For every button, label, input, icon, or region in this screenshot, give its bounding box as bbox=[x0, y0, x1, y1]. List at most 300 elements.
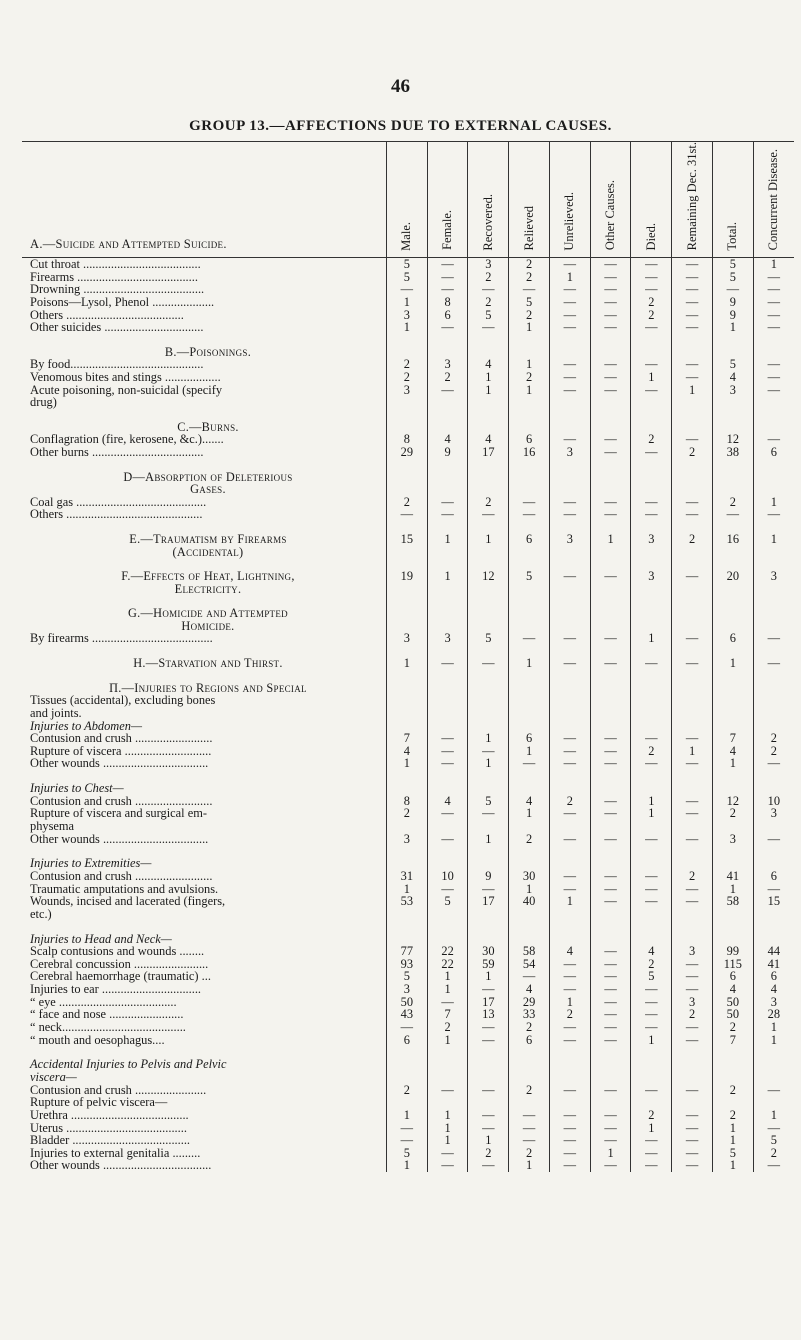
value-cell: — bbox=[753, 757, 794, 770]
value-cell: 3 bbox=[549, 446, 590, 459]
row-label-text: Coal gas .......................................... bbox=[30, 494, 207, 509]
spacer-cell bbox=[672, 334, 713, 346]
row-label-text: Venomous bites and stings .................. bbox=[30, 369, 221, 384]
value-cell: — bbox=[631, 895, 672, 908]
value-cell: 6 bbox=[712, 970, 753, 983]
value-cell: 43 bbox=[386, 1008, 427, 1021]
value-cell bbox=[386, 471, 427, 484]
value-cell: — bbox=[631, 446, 672, 459]
value-cell: 5 bbox=[712, 1147, 753, 1160]
row-label bbox=[22, 807, 386, 820]
value-cell: 50 bbox=[712, 996, 753, 1009]
value-cell: — bbox=[712, 508, 753, 521]
value-cell: 6 bbox=[509, 433, 550, 446]
value-cell bbox=[712, 583, 753, 596]
value-cell: 2 bbox=[509, 371, 550, 384]
table-body bbox=[22, 257, 794, 1172]
value-cell: 2 bbox=[672, 870, 713, 883]
value-cell bbox=[631, 820, 672, 833]
value-cell bbox=[386, 483, 427, 496]
value-cell: — bbox=[631, 732, 672, 745]
value-cell: — bbox=[427, 384, 468, 397]
value-cell: 1 bbox=[590, 533, 631, 546]
column-header-unrelieved: Unrelieved. bbox=[549, 142, 590, 258]
value-cell: 2 bbox=[549, 1008, 590, 1021]
spacer-cell bbox=[549, 921, 590, 933]
value-cell: — bbox=[468, 883, 509, 896]
section-heading-text: Electricity. bbox=[174, 581, 242, 596]
spacer-cell bbox=[590, 670, 631, 682]
row-label-text: Rupture of viscera and surgical em- bbox=[30, 806, 207, 821]
value-cell: 8 bbox=[386, 795, 427, 808]
value-cell: — bbox=[590, 883, 631, 896]
value-cell: 6 bbox=[509, 1034, 550, 1047]
value-cell: 29 bbox=[509, 996, 550, 1009]
value-cell: 7 bbox=[386, 732, 427, 745]
value-cell bbox=[590, 607, 631, 620]
value-cell: 4 bbox=[468, 433, 509, 446]
spacer-row bbox=[22, 334, 794, 346]
value-cell: — bbox=[468, 657, 509, 670]
value-cell: — bbox=[427, 757, 468, 770]
value-cell: — bbox=[509, 283, 550, 296]
spacer-cell bbox=[590, 1046, 631, 1058]
value-cell: 4 bbox=[468, 358, 509, 371]
value-cell: — bbox=[549, 321, 590, 334]
value-cell: 5 bbox=[712, 358, 753, 371]
value-cell: — bbox=[631, 1084, 672, 1097]
value-cell: — bbox=[672, 1084, 713, 1097]
row-label-text: “ mouth and oesophagus.... bbox=[30, 1032, 165, 1047]
row-label-text: Injuries to Extremities— bbox=[30, 856, 152, 871]
value-cell bbox=[753, 483, 794, 496]
row-label-text: Contusion and crush ....................... bbox=[30, 1082, 207, 1097]
value-cell: 2 bbox=[427, 1021, 468, 1034]
value-cell: — bbox=[672, 257, 713, 270]
value-cell: — bbox=[672, 657, 713, 670]
value-cell bbox=[753, 908, 794, 921]
section-heading-text: G.—Homicide and Attempted bbox=[127, 606, 288, 621]
value-cell: 15 bbox=[753, 895, 794, 908]
value-cell bbox=[468, 607, 509, 620]
value-cell: 1 bbox=[386, 883, 427, 896]
value-cell: 6 bbox=[712, 632, 753, 645]
value-cell bbox=[386, 908, 427, 921]
value-cell: — bbox=[631, 496, 672, 509]
spacer-cell bbox=[631, 409, 672, 421]
value-cell: 2 bbox=[672, 1008, 713, 1021]
spacer-cell bbox=[631, 921, 672, 933]
value-cell: — bbox=[509, 508, 550, 521]
page-number: 46 bbox=[391, 76, 410, 97]
value-cell: 22 bbox=[427, 945, 468, 958]
value-cell: — bbox=[509, 1134, 550, 1147]
value-cell: 3 bbox=[753, 570, 794, 583]
value-cell: 1 bbox=[427, 983, 468, 996]
value-cell: 8 bbox=[427, 296, 468, 309]
table-row bbox=[22, 384, 794, 397]
spacer-cell bbox=[468, 670, 509, 682]
row-label-text: Poisons—Lysol, Phenol .................... bbox=[30, 294, 215, 309]
value-cell: 3 bbox=[672, 945, 713, 958]
value-cell: 1 bbox=[753, 257, 794, 270]
value-cell bbox=[386, 1071, 427, 1084]
value-cell: — bbox=[468, 983, 509, 996]
value-cell bbox=[549, 583, 590, 596]
value-cell bbox=[631, 546, 672, 559]
spacer-cell bbox=[549, 409, 590, 421]
value-cell bbox=[590, 1058, 631, 1071]
value-cell: 1 bbox=[631, 1034, 672, 1047]
spacer-cell bbox=[386, 334, 427, 346]
value-cell bbox=[468, 694, 509, 707]
value-cell bbox=[672, 396, 713, 409]
value-cell: 17 bbox=[468, 996, 509, 1009]
value-cell bbox=[427, 820, 468, 833]
value-cell: — bbox=[427, 883, 468, 896]
value-cell: — bbox=[590, 1021, 631, 1034]
value-cell bbox=[427, 707, 468, 720]
value-cell: 1 bbox=[468, 732, 509, 745]
value-cell: 2 bbox=[386, 1084, 427, 1097]
value-cell: — bbox=[590, 496, 631, 509]
value-cell: 1 bbox=[468, 384, 509, 397]
value-cell: — bbox=[672, 1109, 713, 1122]
value-cell bbox=[549, 483, 590, 496]
spacer-cell bbox=[386, 459, 427, 471]
value-cell: 1 bbox=[672, 745, 713, 758]
value-cell: 2 bbox=[468, 296, 509, 309]
value-cell bbox=[631, 471, 672, 484]
section-heading-text: F.—Effects of Heat, Lightning, bbox=[121, 569, 295, 584]
value-cell: 1 bbox=[549, 996, 590, 1009]
value-cell: — bbox=[590, 1034, 631, 1047]
value-cell: — bbox=[468, 321, 509, 334]
value-cell bbox=[509, 607, 550, 620]
value-cell: — bbox=[590, 757, 631, 770]
value-cell bbox=[386, 396, 427, 409]
value-cell: — bbox=[672, 271, 713, 284]
row-label-text: Others ............................................ bbox=[30, 507, 203, 522]
value-cell: — bbox=[386, 508, 427, 521]
table-row bbox=[22, 908, 794, 921]
value-cell bbox=[427, 1058, 468, 1071]
value-cell: 2 bbox=[631, 745, 672, 758]
value-cell: 6 bbox=[427, 309, 468, 322]
value-cell: — bbox=[549, 296, 590, 309]
column-header-other-causes: Other Causes. bbox=[590, 142, 631, 258]
spacer-cell bbox=[386, 1046, 427, 1058]
spacer-cell bbox=[509, 770, 550, 782]
value-cell: — bbox=[509, 1122, 550, 1135]
value-cell: — bbox=[427, 833, 468, 846]
value-cell: — bbox=[549, 807, 590, 820]
spacer-cell bbox=[590, 595, 631, 607]
value-cell: — bbox=[468, 1109, 509, 1122]
value-cell: — bbox=[386, 1134, 427, 1147]
value-cell: 2 bbox=[386, 807, 427, 820]
value-cell: 33 bbox=[509, 1008, 550, 1021]
value-cell: 1 bbox=[753, 1021, 794, 1034]
section-row bbox=[22, 657, 794, 670]
value-cell: 3 bbox=[386, 833, 427, 846]
value-cell: — bbox=[753, 883, 794, 896]
value-cell bbox=[672, 682, 713, 695]
row-label-text: Uterus ....................................... bbox=[30, 1120, 187, 1135]
value-cell: 2 bbox=[712, 496, 753, 509]
value-cell bbox=[386, 546, 427, 559]
value-cell bbox=[549, 546, 590, 559]
value-cell: — bbox=[672, 358, 713, 371]
value-cell bbox=[468, 1096, 509, 1109]
section-heading-text: B.—Poisonings. bbox=[164, 344, 252, 359]
value-cell: — bbox=[549, 1034, 590, 1047]
value-cell: — bbox=[672, 321, 713, 334]
value-cell: 4 bbox=[386, 745, 427, 758]
section-row bbox=[22, 533, 794, 546]
section-row bbox=[22, 583, 794, 596]
value-cell: — bbox=[427, 283, 468, 296]
row-label-text: Others ...................................... bbox=[30, 307, 184, 322]
spacer-cell bbox=[712, 409, 753, 421]
spacer-cell bbox=[712, 770, 753, 782]
value-cell: — bbox=[672, 795, 713, 808]
value-cell bbox=[427, 682, 468, 695]
value-cell: — bbox=[549, 358, 590, 371]
value-cell bbox=[509, 694, 550, 707]
value-cell bbox=[590, 483, 631, 496]
table-row bbox=[22, 833, 794, 846]
row-label-text: Cerebral concussion ........................ bbox=[30, 956, 209, 971]
value-cell bbox=[468, 471, 509, 484]
value-cell: 2 bbox=[427, 371, 468, 384]
value-cell bbox=[427, 694, 468, 707]
value-cell bbox=[549, 682, 590, 695]
value-cell: 1 bbox=[631, 795, 672, 808]
value-cell: — bbox=[427, 657, 468, 670]
value-cell bbox=[672, 1058, 713, 1071]
value-cell bbox=[672, 707, 713, 720]
value-cell bbox=[672, 546, 713, 559]
value-cell: 12 bbox=[468, 570, 509, 583]
value-cell: 3 bbox=[712, 833, 753, 846]
value-cell bbox=[712, 471, 753, 484]
value-cell bbox=[386, 607, 427, 620]
value-cell: 77 bbox=[386, 945, 427, 958]
spacer-cell bbox=[549, 670, 590, 682]
row-label-text: By firearms ....................................... bbox=[30, 631, 213, 646]
value-cell: — bbox=[631, 657, 672, 670]
value-cell: 3 bbox=[549, 533, 590, 546]
table-row bbox=[22, 694, 794, 707]
value-cell: 29 bbox=[386, 446, 427, 459]
section-heading-text: Homicide. bbox=[181, 618, 235, 633]
value-cell: 115 bbox=[712, 958, 753, 971]
value-cell: 2 bbox=[631, 296, 672, 309]
value-cell bbox=[427, 607, 468, 620]
value-cell: — bbox=[427, 271, 468, 284]
value-cell bbox=[631, 1071, 672, 1084]
value-cell: — bbox=[753, 833, 794, 846]
value-cell: — bbox=[427, 732, 468, 745]
value-cell bbox=[631, 782, 672, 795]
value-cell bbox=[549, 694, 590, 707]
value-cell: — bbox=[631, 508, 672, 521]
value-cell: 1 bbox=[712, 1159, 753, 1172]
value-cell: — bbox=[753, 371, 794, 384]
table-row bbox=[22, 1058, 794, 1071]
section-heading-text: (Accidental) bbox=[172, 544, 244, 559]
value-cell: — bbox=[468, 1084, 509, 1097]
spacer-cell bbox=[427, 921, 468, 933]
spacer-cell bbox=[590, 770, 631, 782]
value-cell bbox=[509, 820, 550, 833]
value-cell: — bbox=[590, 433, 631, 446]
value-cell: — bbox=[631, 257, 672, 270]
value-cell: — bbox=[549, 371, 590, 384]
row-label-text: “ neck........................................ bbox=[30, 1020, 186, 1035]
value-cell: 53 bbox=[386, 895, 427, 908]
value-cell: — bbox=[590, 983, 631, 996]
value-cell: 30 bbox=[468, 945, 509, 958]
value-cell: — bbox=[631, 271, 672, 284]
spacer-cell bbox=[712, 595, 753, 607]
value-cell: — bbox=[427, 257, 468, 270]
value-cell: 9 bbox=[712, 296, 753, 309]
value-cell: 15 bbox=[386, 533, 427, 546]
value-cell: 3 bbox=[631, 533, 672, 546]
column-header-died: Died. bbox=[631, 142, 672, 258]
value-cell: — bbox=[672, 833, 713, 846]
value-cell: 1 bbox=[509, 807, 550, 820]
value-cell: — bbox=[549, 970, 590, 983]
value-cell: 5 bbox=[386, 1147, 427, 1160]
value-cell bbox=[672, 782, 713, 795]
value-cell bbox=[468, 546, 509, 559]
value-cell: — bbox=[672, 433, 713, 446]
value-cell bbox=[672, 694, 713, 707]
value-cell bbox=[386, 820, 427, 833]
spacer-cell bbox=[753, 1046, 794, 1058]
value-cell: — bbox=[590, 358, 631, 371]
value-cell: 1 bbox=[509, 883, 550, 896]
value-cell: 2 bbox=[509, 833, 550, 846]
value-cell: 1 bbox=[753, 533, 794, 546]
spacer-cell bbox=[468, 921, 509, 933]
row-label-text: “ face and nose ........................ bbox=[30, 1007, 184, 1022]
value-cell: 93 bbox=[386, 958, 427, 971]
value-cell bbox=[631, 1096, 672, 1109]
value-cell: 1 bbox=[549, 895, 590, 908]
section-heading-text: H.—Starvation and Thirst. bbox=[133, 656, 283, 671]
value-cell: 2 bbox=[753, 732, 794, 745]
row-label-text: Contusion and crush ......................... bbox=[30, 793, 213, 808]
value-cell: — bbox=[549, 496, 590, 509]
value-cell bbox=[386, 694, 427, 707]
value-cell: — bbox=[590, 833, 631, 846]
value-cell: — bbox=[672, 296, 713, 309]
spacer-cell bbox=[427, 1046, 468, 1058]
spacer-cell bbox=[672, 1046, 713, 1058]
spacer-cell bbox=[468, 1046, 509, 1058]
spacer-cell bbox=[386, 845, 427, 857]
value-cell bbox=[590, 1071, 631, 1084]
value-cell: — bbox=[590, 570, 631, 583]
value-cell: 2 bbox=[468, 1147, 509, 1160]
value-cell: 2 bbox=[386, 358, 427, 371]
value-cell: 5 bbox=[712, 271, 753, 284]
value-cell: — bbox=[590, 745, 631, 758]
value-cell bbox=[631, 583, 672, 596]
value-cell: — bbox=[672, 283, 713, 296]
value-cell: — bbox=[590, 795, 631, 808]
value-cell: 40 bbox=[509, 895, 550, 908]
value-cell: 1 bbox=[427, 1109, 468, 1122]
value-cell: — bbox=[631, 983, 672, 996]
value-cell: 2 bbox=[509, 271, 550, 284]
value-cell: 19 bbox=[386, 570, 427, 583]
value-cell: 2 bbox=[631, 958, 672, 971]
value-cell: — bbox=[712, 283, 753, 296]
value-cell: 3 bbox=[386, 384, 427, 397]
column-header-male: Male. bbox=[386, 142, 427, 258]
column-header-recovered: Recovered. bbox=[468, 142, 509, 258]
value-cell: — bbox=[549, 433, 590, 446]
value-cell: 2 bbox=[631, 309, 672, 322]
value-cell: 1 bbox=[509, 657, 550, 670]
value-cell: — bbox=[753, 271, 794, 284]
value-cell: — bbox=[753, 283, 794, 296]
value-cell: 1 bbox=[712, 883, 753, 896]
value-cell: 1 bbox=[631, 371, 672, 384]
value-cell: 2 bbox=[672, 533, 713, 546]
spacer-cell bbox=[386, 670, 427, 682]
value-cell: — bbox=[427, 1159, 468, 1172]
value-cell bbox=[427, 396, 468, 409]
value-cell bbox=[753, 471, 794, 484]
value-cell: — bbox=[753, 1159, 794, 1172]
value-cell bbox=[590, 908, 631, 921]
value-cell bbox=[712, 607, 753, 620]
row-label-text: Injuries to Chest— bbox=[30, 781, 124, 796]
value-cell: — bbox=[590, 321, 631, 334]
spacer-row bbox=[22, 770, 794, 782]
value-cell: — bbox=[549, 570, 590, 583]
value-cell bbox=[712, 483, 753, 496]
value-cell: 5 bbox=[468, 632, 509, 645]
value-cell: 6 bbox=[753, 970, 794, 983]
section-heading-text: E.—Traumatism by Firearms bbox=[129, 532, 287, 547]
value-cell: — bbox=[590, 257, 631, 270]
value-cell: — bbox=[590, 1122, 631, 1135]
value-cell: 5 bbox=[712, 257, 753, 270]
section-row bbox=[22, 607, 794, 620]
value-cell: — bbox=[549, 309, 590, 322]
spacer-cell bbox=[468, 845, 509, 857]
row-label-text: Traumatic amputations and avulsions. bbox=[30, 881, 219, 896]
value-cell: 2 bbox=[386, 371, 427, 384]
value-cell bbox=[468, 483, 509, 496]
value-cell: 7 bbox=[712, 1034, 753, 1047]
value-cell: 1 bbox=[509, 384, 550, 397]
value-cell bbox=[509, 782, 550, 795]
value-cell: 1 bbox=[753, 1109, 794, 1122]
value-cell: 5 bbox=[509, 570, 550, 583]
value-cell: — bbox=[468, 745, 509, 758]
value-cell: — bbox=[549, 508, 590, 521]
value-cell bbox=[468, 682, 509, 695]
value-cell: — bbox=[590, 1008, 631, 1021]
